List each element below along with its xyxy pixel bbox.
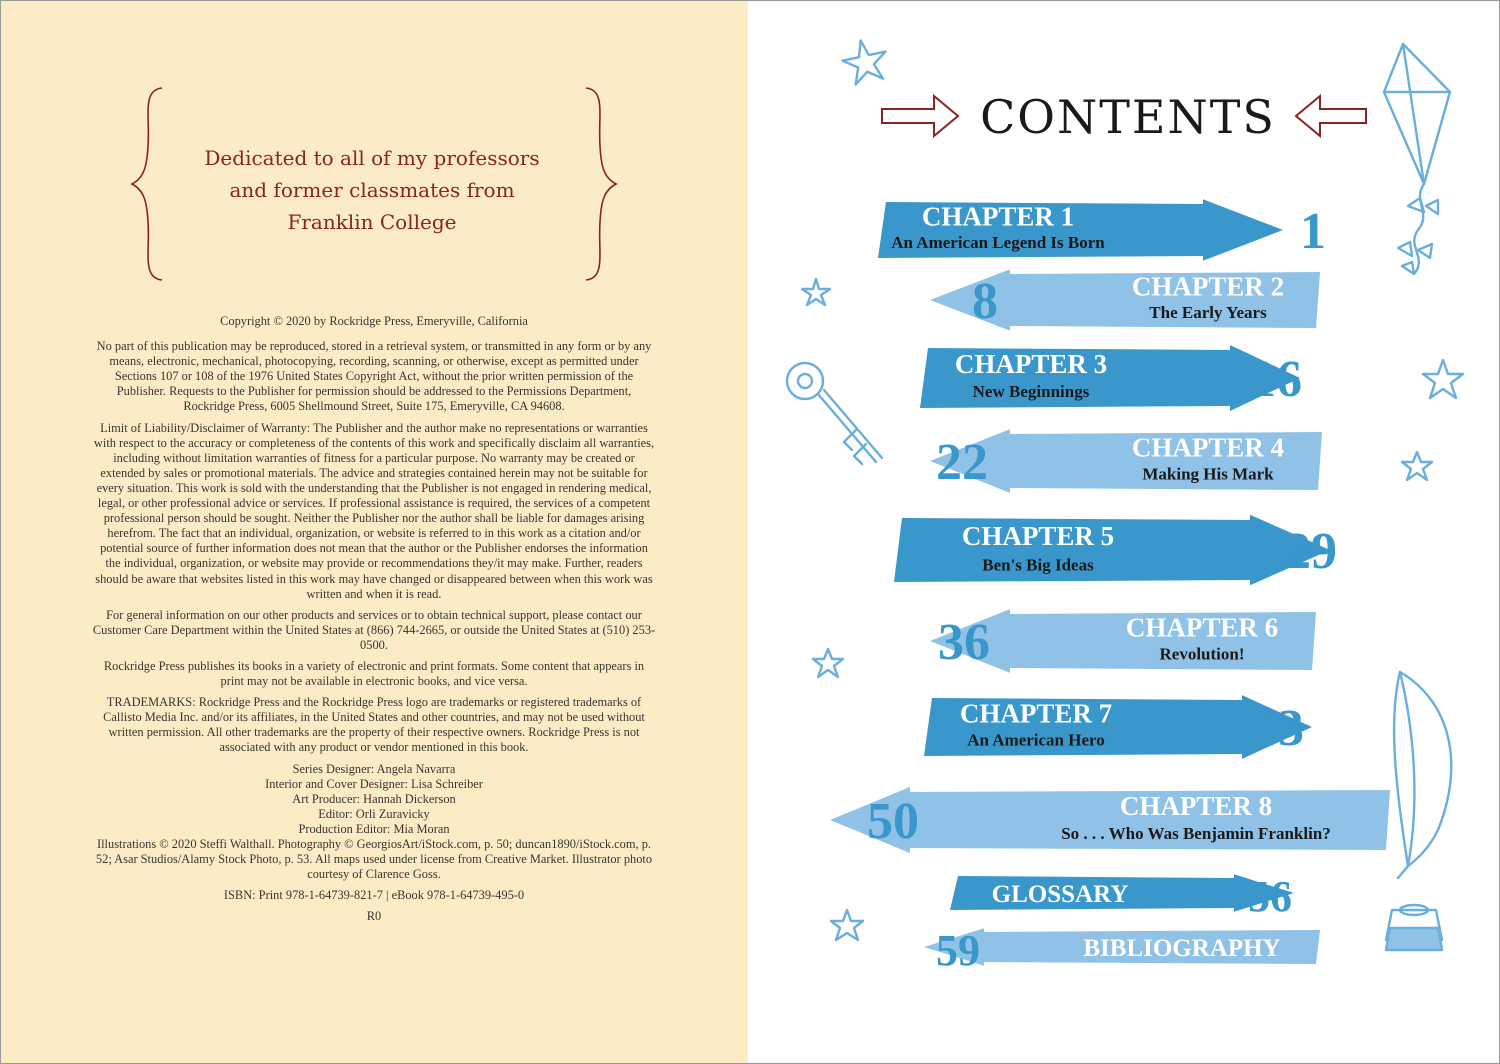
toc-entry[interactable]	[830, 787, 1390, 853]
kite-icon	[1384, 44, 1450, 274]
dedication	[180, 142, 564, 238]
star-icon	[839, 36, 891, 86]
left-brace-icon	[128, 86, 168, 282]
toc-subtitle: Ben's Big Ideas	[982, 555, 1094, 575]
left-page	[0, 0, 748, 1064]
toc-arrows	[830, 199, 1390, 975]
dedication-line: Dedicated to all of my professors	[204, 146, 540, 170]
copyright-block	[92, 314, 656, 930]
outline-arrow-icon	[1296, 96, 1366, 136]
copyright-paragraph: Limit of Liability/Disclaimer of Warranty: The Publisher and the author make no representations or warranties with respect to the accuracy or completeness of the contents of this work and specifically disclaim all warranties, including without limitation warranties of fitness for a particular purpose. No warranty may be created or extended by sales or promotional materials. The advice and strategies contained herein may not be suitable for every situation. This work is sold with the understanding that the Publisher is not engaged in rendering medical, legal, or other professional advice or services. If professional assistance is required, the services of a competent professional person should be sought. Neither the Publisher nor the author shall be liable for damages arising herefrom. The fact that an individual, organization, or website is referred to in this work as a citation and/or potential source of further information does not mean that the author or the Publisher endorses the information the individual, organization, or website may provide or recommendations they/it may make. Further, readers should be aware that websites listed in this work may have changed or disappeared between when this work was written and when it is read.	[93, 420, 655, 601]
star-icon	[1402, 452, 1432, 480]
star-icon	[831, 910, 863, 940]
credit-line: Series Designer: Angela Navarra	[292, 761, 456, 776]
dedication-line: Franklin College	[287, 210, 457, 234]
toc-label: CHAPTER 8	[1119, 791, 1273, 822]
printing-code: R0	[366, 909, 382, 924]
toc-entry[interactable]	[924, 926, 1320, 975]
copyright-paragraph: No part of this publication may be reproduced, stored in a retrieval system, or transmitted in any form or by any means, electronic, mechanical, photocopying, recording, scanning, or otherwise, except as permitted under Sections 107 or 108 of the 1976 United States Copyright Act, without the prior written permission of the Publisher. Requests to the Publisher for permission should be addressed to the Permissions Department, Rockridge Press, 6005 Shellmound Street, Suite 175, Emeryville, CA 94608.	[96, 339, 652, 414]
toc-page-number: 59	[936, 926, 980, 975]
credit-line: Production Editor: Mia Moran	[298, 821, 450, 836]
copyright-paragraph: For general information on our other products and services or to obtain technical support, please contact our Customer Care Department within the United States at (866) 744-2665, or outside the United States at (510) 253-0500.	[92, 607, 656, 652]
toc-entry[interactable]	[894, 515, 1337, 585]
toc-label: CHAPTER 4	[1131, 432, 1285, 463]
toc-subtitle: An American Legend Is Born	[891, 232, 1105, 252]
star-icon	[802, 279, 830, 305]
toc-label: GLOSSARY	[991, 880, 1129, 908]
copyright-paragraph: TRADEMARKS: Rockridge Press and the Rockridge Press logo are trademarks or registered trademarks of Callisto Media Inc. and/or its affiliates, in the United States and other countries, and may not be used without written permission. All other trademarks are the property of their respective owners. Rockridge Press is not associated with any product or vendor mentioned in this book.	[103, 695, 645, 755]
toc-entry[interactable]	[924, 695, 1312, 759]
toc-entry[interactable]	[930, 429, 1322, 493]
toc-entry[interactable]	[878, 199, 1326, 261]
toc-page-number: 22	[936, 434, 988, 491]
toc-page-number: 29	[1285, 523, 1337, 580]
toc-label: BIBLIOGRAPHY	[1083, 934, 1281, 962]
toc-page-number: 56	[1248, 872, 1292, 921]
toc-subtitle: The Early Years	[1149, 302, 1267, 322]
contents-page	[748, 0, 1500, 1064]
toc-subtitle: New Beginnings	[972, 382, 1090, 402]
toc-page-number: 16	[1250, 351, 1302, 408]
toc-subtitle: Revolution!	[1159, 644, 1245, 664]
quill-icon	[1394, 672, 1451, 878]
toc-label: CHAPTER 3	[954, 349, 1108, 380]
isbn: ISBN: Print 978-1-64739-821-7 | eBook 978-1-64739-495-0	[223, 888, 525, 903]
outline-arrow-icon	[882, 96, 958, 136]
toc-subtitle: An American Hero	[967, 730, 1105, 750]
credit-line: Art Producer: Hannah Dickerson	[292, 791, 456, 806]
toc-page-number: 1	[1300, 203, 1326, 260]
credit-line: Editor: Orli Zuravicky	[318, 806, 430, 821]
toc-page-number: 36	[938, 614, 990, 671]
toc-label: CHAPTER 6	[1125, 612, 1279, 643]
contents-svg	[748, 0, 1500, 1064]
toc-entry[interactable]	[930, 269, 1320, 331]
toc-entry[interactable]	[950, 872, 1294, 921]
toc-label: CHAPTER 5	[961, 520, 1115, 551]
toc-page-number: 50	[867, 793, 919, 850]
toc-page-number: 43	[1252, 700, 1304, 757]
copyright-notice: Copyright © 2020 by Rockridge Press, Emeryville, California	[220, 314, 528, 328]
star-icon	[1423, 360, 1463, 398]
key-icon	[787, 363, 882, 464]
toc-page-number: 8	[972, 273, 998, 330]
star-icon	[813, 649, 843, 677]
credit-line: Interior and Cover Designer: Lisa Schreiber	[265, 776, 483, 791]
toc-subtitle: So . . . Who Was Benjamin Franklin?	[1061, 824, 1331, 844]
inkwell-icon	[1386, 905, 1442, 950]
dedication-line: and former classmates from	[229, 178, 515, 202]
toc-label: CHAPTER 2	[1131, 271, 1285, 302]
right-brace-icon	[580, 86, 620, 282]
illustrations-credit: Illustrations © 2020 Steffi Walthall. Photography © GeorgiosArt/iStock.com, p. 50; duncan1890/iStock.com, p. 52; Asar Studios/Alamy Stock Photo, p. 53. All maps used under license from Creative Market. Illustrator photo courtesy of Clarence Goss.	[95, 837, 653, 882]
credits	[92, 762, 656, 837]
toc-label: CHAPTER 7	[959, 698, 1113, 729]
toc-entry[interactable]	[930, 609, 1316, 673]
contents-title: CONTENTS	[980, 90, 1276, 144]
toc-entry[interactable]	[920, 345, 1302, 411]
toc-subtitle: Making His Mark	[1142, 464, 1274, 484]
toc-label: CHAPTER 1	[921, 201, 1075, 232]
copyright-paragraph: Rockridge Press publishes its books in a variety of electronic and print formats. Some content that appears in print may not be available in electronic books, and vice versa.	[103, 658, 645, 689]
contents-header	[882, 90, 1366, 144]
